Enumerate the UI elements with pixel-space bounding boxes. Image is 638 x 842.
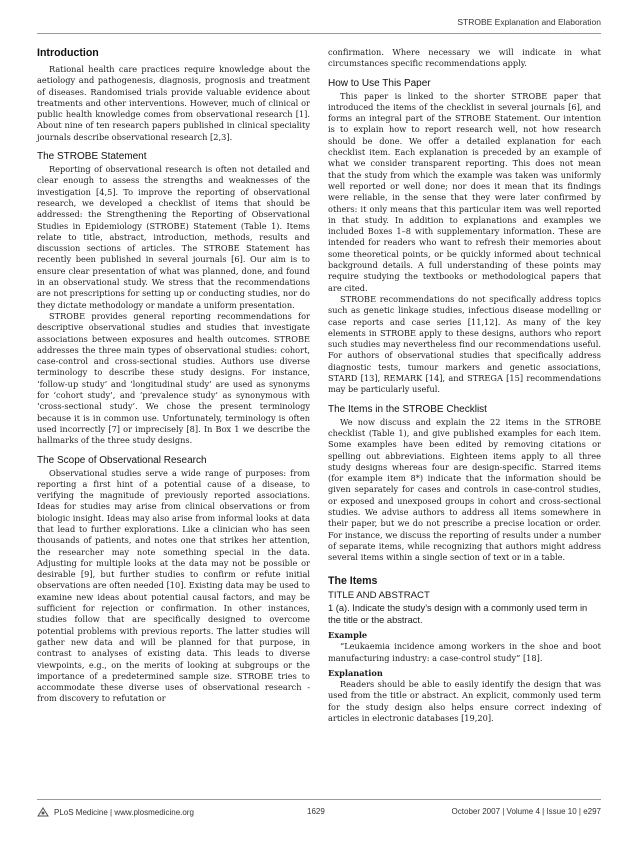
how-to-use-heading: How to Use This Paper [328,77,431,89]
the-items-heading: The Items [328,575,378,588]
how-to-use-paragraph-1: This paper is linked to the shorter STROBE paper that introduced the items of the checklist in several journals [6], and forms an integral part of the STROBE Statement. Our intention is to explain how to report research well, not how research should be done. We offer a detailed explanation for each checklist item. Each explanation is preceded by an example of what we consider transparent reporting. This does not mean that the study from which the example was taken was uniformly well reported or well done; nor does it mean that its findings were reliable, in the sense that they were later confirmed by others: it only means that this particular item was well reported in that study. In addition to explanations and examples we included Boxes 1–8 with supplementary information. These are intended for readers who want to refresh their memories about some theoretical points, or be quickly informed about technical background details. A full understanding of these points may require studying the textbooks or methodological papers that are cited. [328,90,601,293]
strobe-statement-paragraph-2: STROBE provides general reporting recommendations for descriptive observational studies and studies that investigate associations between exposures and health outcomes. STROBE addresses the three main types of observational studies: cohort, case-control and cross-sectional studies. Authors use diverse terminology to describe these study designs. For instance, ‘follow-up study’ and ‘longitudinal study’ are used as synonyms for ‘cohort study’, and ‘prevalence study’ as synonymous with ‘cross-sectional study’. We chose the present terminology because it is in common use. Unfortunately, terminology is often used incorrectly [7] or imprecisely [8]. In Box 1 we describe the hallmarks of the three study designs. [37,310,310,446]
scope-heading: The Scope of Observational Research [37,454,207,466]
example-text: “Leukaemia incidence among workers in the shoe and boot manufacturing industry: a case-control study” [18]. [328,641,601,663]
explanation-text: Readers should be able to easily identify the design that was used from the title or abstract. An explicit, commonly used term for the study design also helps ensure correct indexing of articles in electronic databases [19,20]. [328,679,601,723]
left-column [37,47,310,705]
explanation-label: Explanation [328,668,383,679]
strobe-statement-paragraph-1: Reporting of observational research is often not detailed and clear enough to assess the strengths and weaknesses of the investigation [4,5]. To improve the reporting of observational research, we developed a checklist of items that should be addressed: the Strengthening the Reporting of Observational Studies in Epidemiology (STROBE) Statement (Table 1). Items relate to title, abstract, introduction, methods, results and discussion sections of articles. The STROBE Statement has recently been published in several journals [6]. Our aim is to ensure clear presentation of what was planned, done, and found in an observational study. We stress that the recommendations are not prescriptions for setting up or conducting studies, nor do they dictate methodology or mandate a uniform presentation. [37,164,310,310]
introduction-paragraph: Rational health care practices require knowledge about the aetiology and pathogenesis, diagnosis, prognosis and treatment of diseases. Randomised trials provide valuable evidence about treatments and other interventions. However, much of clinical or public health knowledge comes from observational research [1]. About nine of ten research papers published in clinical speciality journals describe observational research [2,3]. [37,64,310,142]
continued-paragraph: confirmation. Where necessary we will indicate in what circumstances specific recommendations apply. [328,47,601,69]
how-to-use-paragraph-2: STROBE recommendations do not specifically address topics such as genetic linkage studies, infectious disease modelling or case reports and case series [11,12]. As many of the key elements in STROBE apply to these designs, authors who report such studies may nevertheless find our recommendations useful. For authors of observational studies that specifically address diagnostic tests, tumour markers and genetic associations, STARD [13], REMARK [14], and STREGA [15] recommendations may be particularly useful. [328,293,601,395]
page-footer [37,807,601,821]
footer-rule [37,799,601,800]
right-column [328,47,601,724]
checklist-items-heading: The Items in the STROBE Checklist [328,403,487,415]
introduction-heading: Introduction [37,47,99,59]
title-abstract-subheading: TITLE AND ABSTRACT [328,590,430,602]
scope-paragraph: Observational studies serve a wide range of purposes: from reporting a first hint of a potential cause of a disease, to verifying the magnitude of previously reported associations. Ideas for studies may arise from clinical observations or from biologic insight. Ideas may also arise from informal looks at data that lead to further explorations. Like a clinician who has seen thousands of patients, and notes one that strikes her attention, the researcher may note something special in the data. Adjusting for multiple looks at the data may not be possible or desirable [9], but further studies to confirm or refute initial observations are often needed [10]. Existing data may be used to examine new ideas about potential causal factors, and may be sufficient for rejection or confirmation. In other instances, studies follow that are specifically designed to overcome potential problems with previous reports. The latter studies will gather new data and will be planned for that purpose, in contrast to analyses of existing data. This leads to diverse viewpoints, e.g., on the merits of looking at subgroups or the importance of a predetermined sample size. STROBE tries to accommodate these diverse uses of observational research - from discovery to refutation or [37,467,310,704]
footer-journal-text: PLoS Medicine | www.plosmedicine.org [54,807,194,817]
checklist-items-paragraph: We now discuss and explain the 22 items in the STROBE checklist (Table 1), and give published examples for each item. Some examples have been edited by removing citations or spelling out abbreviations. Eighteen items apply to all three study designs whereas four are design-specific. Starred items (for example item 8*) indicate that the information should be given separately for cases and controls in case-control studies, or exposed and unexposed groups in cohort and cross-sectional studies. We advise authors to address all items somewhere in their paper, but we do not prescribe a precise location or order. For instance, we discuss the reporting of results under a number of separate items, while recognizing that authors might address several items within a single section of text or in a table. [328,416,601,563]
footer-issue: October 2007 | Volume 4 | Issue 10 | e297 [451,807,601,816]
item-1a-text: 1 (a). Indicate the study’s design with a commonly used term in the title or the abstract. [328,603,588,626]
footer-journal [37,807,194,817]
plos-logo-icon [37,807,49,817]
example-label: Example [328,630,368,641]
strobe-statement-heading: The STROBE Statement [37,151,147,163]
page-number: 1629 [307,807,325,816]
running-head: STROBE Explanation and Elaboration [457,17,601,27]
header-rule [37,33,601,34]
